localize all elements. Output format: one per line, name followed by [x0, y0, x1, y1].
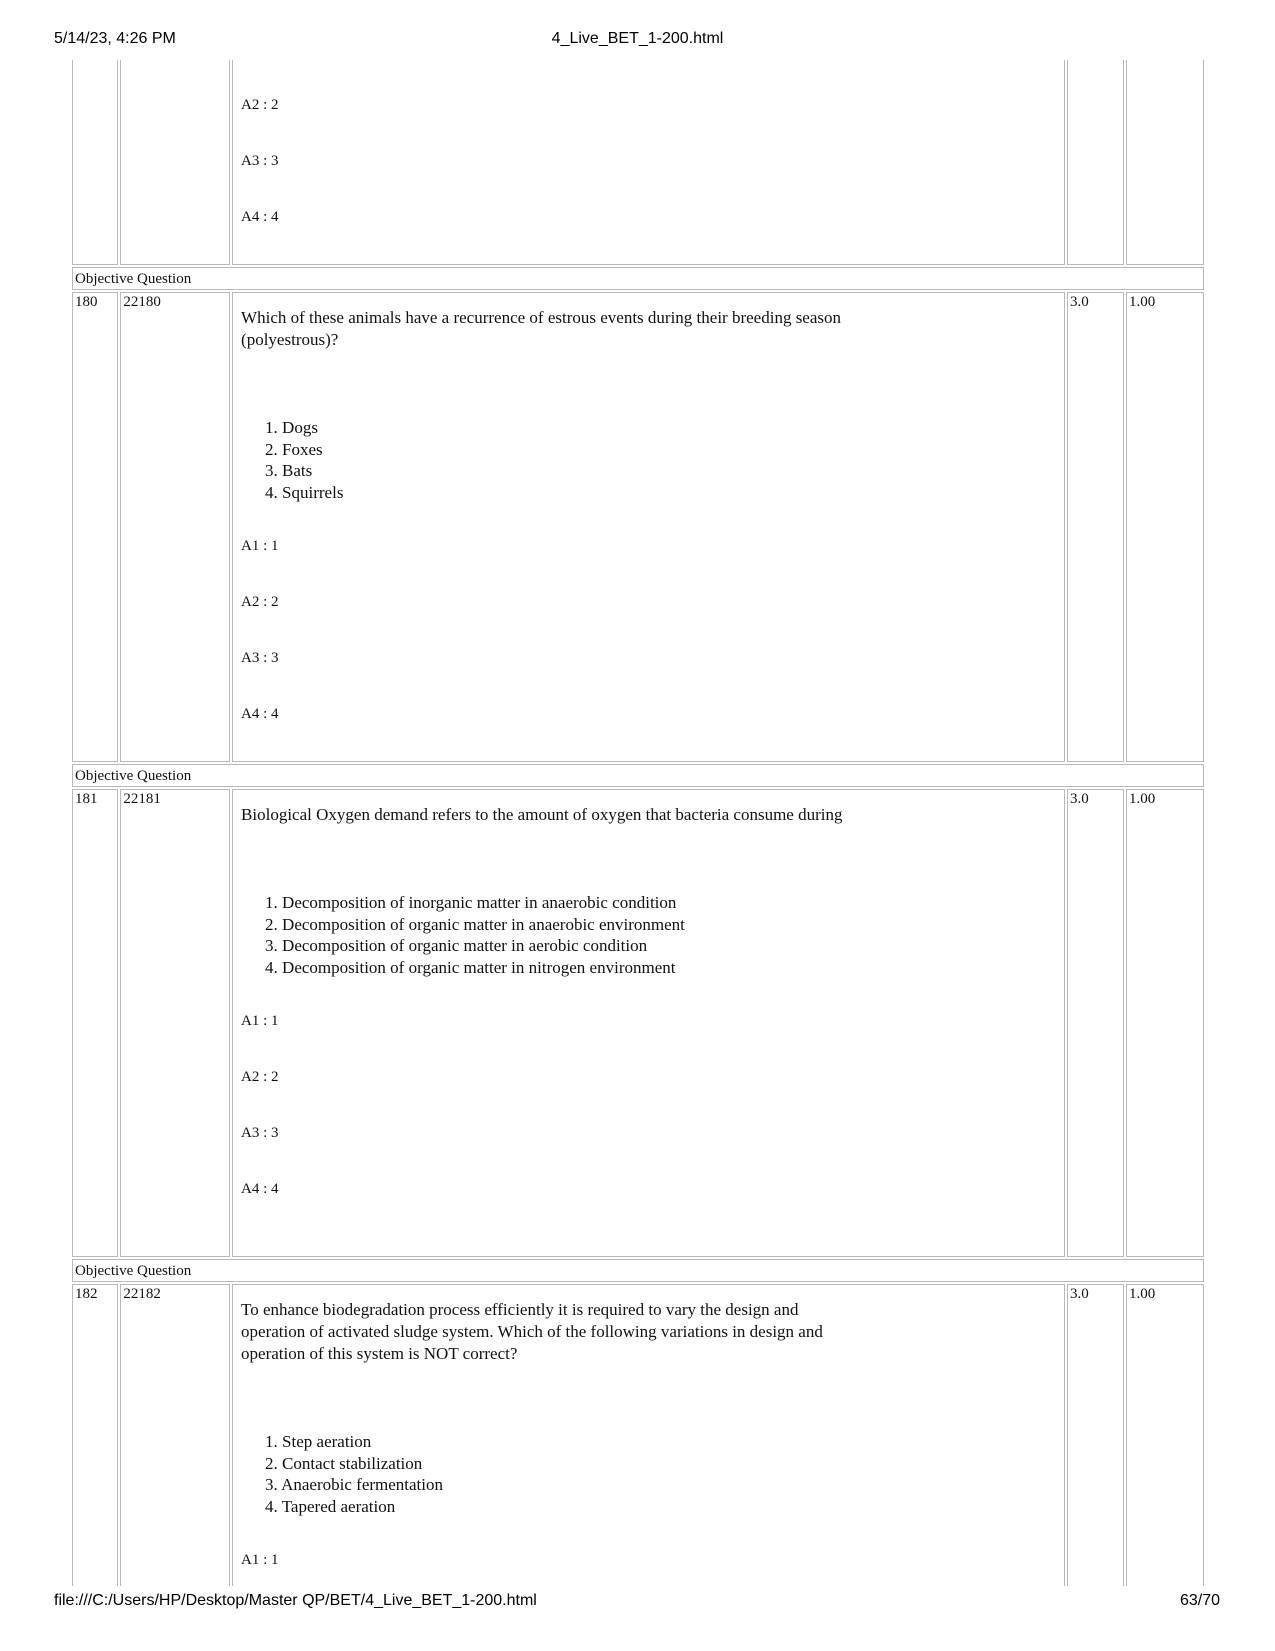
answer-option: A4 : 4	[241, 706, 279, 722]
option-item: 1. Decomposition of inorganic matter in anaerobic condition	[265, 893, 677, 912]
answer-option: A1 : 1	[241, 1013, 279, 1029]
question-row-previous	[72, 60, 1204, 265]
question-id: 22182	[120, 1284, 230, 1586]
section-row	[72, 1259, 1204, 1282]
question-negative-marks: 1.00	[1126, 1284, 1204, 1586]
print-footer	[0, 1592, 1275, 1614]
question-table-frame	[70, 58, 1206, 1586]
question-row	[72, 292, 1204, 762]
question-number: 182	[72, 1284, 118, 1586]
section-row	[72, 764, 1204, 787]
question-id: 22180	[120, 292, 230, 762]
option-item: 4. Tapered aeration	[265, 1496, 396, 1516]
section-label: Objective Question	[72, 1259, 1204, 1282]
option-item: 4. Squirrels	[265, 482, 344, 502]
answer-option: A1 : 1	[241, 538, 279, 554]
print-datetime: 5/14/23, 4:26 PM	[54, 30, 176, 47]
answer-option: A4 : 4	[241, 209, 279, 225]
question-marks: 3.0	[1067, 292, 1124, 762]
print-header	[0, 30, 1275, 52]
question-negative-marks: 1.00	[1126, 789, 1204, 1257]
print-file-path: file:///C:/Users/HP/Desktop/Master QP/BET/4_Live_BET_1-200.html	[54, 1592, 537, 1609]
answer-option: A4 : 4	[241, 1181, 279, 1197]
option-list	[265, 417, 1056, 503]
negative-marks-cell	[1126, 60, 1204, 265]
option-list	[265, 892, 1056, 978]
question-row	[72, 1284, 1204, 1586]
option-item: 1. Step aeration	[265, 1432, 372, 1451]
section-label: Objective Question	[72, 764, 1204, 787]
id-cell	[120, 60, 230, 265]
question-text: Biological Oxygen demand refers to the amount of oxygen that bacteria consume during	[241, 805, 843, 824]
question-marks: 3.0	[1067, 789, 1124, 1257]
answer-option: A1 : 1	[241, 1552, 279, 1568]
question-number: 181	[72, 789, 118, 1257]
question-marks: 3.0	[1067, 1284, 1124, 1586]
option-item: 4. Decomposition of organic matter in nitrogen environment	[265, 957, 676, 977]
question-number: 180	[72, 292, 118, 762]
option-item: 3. Bats	[265, 461, 313, 480]
answer-option: A2 : 2	[241, 594, 279, 610]
question-body	[232, 789, 1065, 1257]
answer-option: A2 : 2	[241, 1069, 279, 1085]
question-negative-marks: 1.00	[1126, 292, 1204, 762]
section-row	[72, 267, 1204, 290]
answer-option: A3 : 3	[241, 650, 279, 666]
question-text: To enhance biodegradation process efficiently it is required to vary the design and operation of activated sludge system. Which of the following variations in design and operation of this system is NOT correct?	[241, 1300, 823, 1363]
answer-option: A3 : 3	[241, 153, 279, 169]
question-table	[70, 58, 1206, 1586]
option-item: 2. Foxes	[265, 439, 323, 459]
section-label: Objective Question	[72, 267, 1204, 290]
question-row	[72, 789, 1204, 1257]
question-body	[232, 292, 1065, 762]
number-cell	[72, 60, 118, 265]
answer-option: A2 : 2	[241, 97, 279, 113]
option-item: 3. Anaerobic fermentation	[265, 1475, 444, 1494]
question-body	[232, 1284, 1065, 1586]
answer-option: A3 : 3	[241, 1125, 279, 1141]
question-text: Which of these animals have a recurrence of estrous events during their breeding season (polyestrous)?	[241, 308, 842, 349]
option-item: 1. Dogs	[265, 418, 318, 437]
option-item: 3. Decomposition of organic matter in aerobic condition	[265, 936, 648, 955]
print-page-number: 63/70	[1179, 1592, 1220, 1609]
option-item: 2. Decomposition of organic matter in anaerobic environment	[265, 914, 685, 934]
print-document-title: 4_Live_BET_1-200.html	[551, 30, 724, 47]
option-item: 2. Contact stabilization	[265, 1453, 423, 1473]
answer-cell	[232, 60, 1065, 265]
marks-cell	[1067, 60, 1124, 265]
option-list	[265, 1431, 1056, 1517]
question-id: 22181	[120, 789, 230, 1257]
